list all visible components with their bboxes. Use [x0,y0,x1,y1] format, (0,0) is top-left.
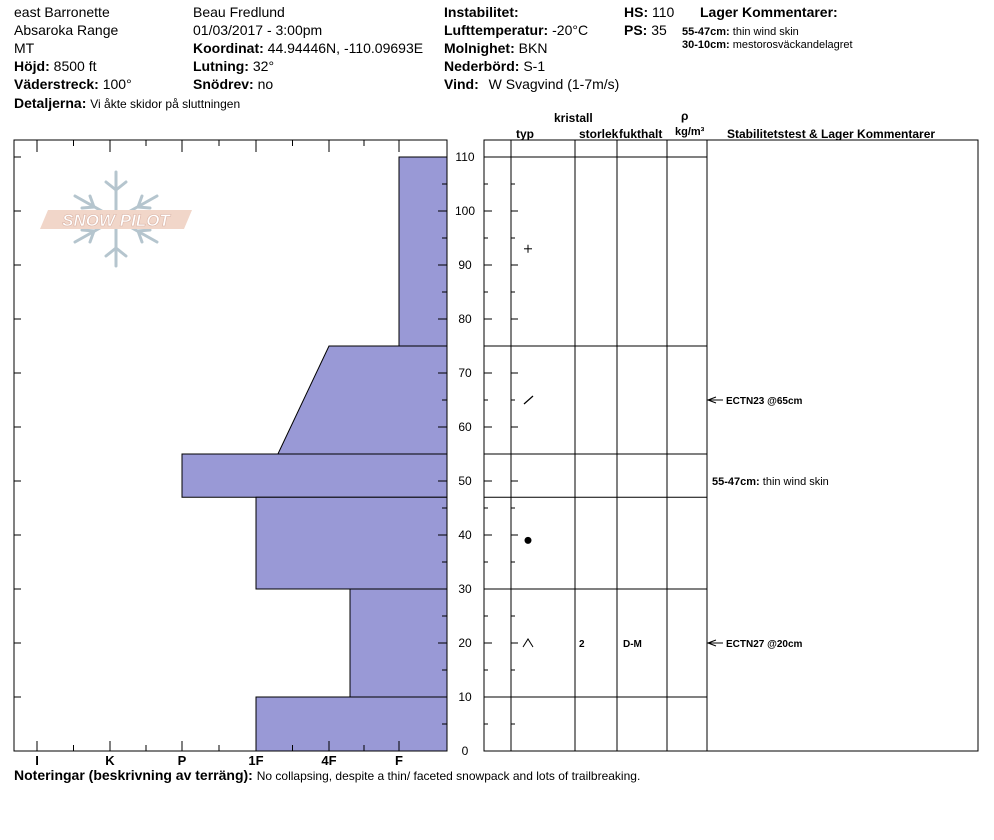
stability-comment-2 [712,476,829,488]
snowpilot-logo [40,172,192,266]
location: east Barronette [14,4,110,20]
instability-label: Instabilitet: [444,4,519,20]
hardness-segment-1 [399,157,447,346]
coord-label: Koordinat: [193,40,264,56]
logo-text: SNOW PILOT [62,211,170,230]
slope-label: Lutning: [193,58,249,74]
snowfall-value: no [257,76,274,92]
coord-value: 44.94446N, -110.09693E [267,40,424,56]
notes [14,767,640,784]
hardness-profile [182,157,447,751]
grain-caret [523,639,533,647]
depth-label-90: 90 [458,258,472,272]
range: Absaroka Range [14,22,119,38]
depth-label-20: 20 [458,636,472,650]
ps-label: PS: [624,22,648,38]
depth-label-0: 0 [461,744,469,758]
hardness-segment-5 [350,589,447,697]
grain-symbol-3 [525,537,532,544]
moisture-4: D-M [623,639,642,650]
stability-header: Stabilitetstest & Lager Kommentarer [727,127,936,141]
layer-table-frame [484,140,978,751]
hardness-segment-4 [256,497,447,589]
hs-value: 110 [652,4,675,20]
grain-symbol-2 [524,396,533,404]
aspect-label: Väderstreck: [14,76,99,92]
air-temp-value: -20°C [552,22,589,38]
notes-label: Noteringar (beskrivning av terräng): [14,767,253,783]
snowfall-label: Snödrev: [193,76,254,92]
stability-label-1: ECTN23 @65cm [726,396,803,407]
depth-label-10: 10 [458,690,472,704]
hs-label: HS: [624,4,649,20]
depth-label-70: 70 [458,366,472,380]
grain-slash [524,396,533,404]
hardness-segment-3 [182,454,447,497]
depth-label-50: 50 [458,474,472,488]
hardness-segment-2 [278,346,447,454]
wind-value: W Svagvind (1-7m/s) [488,76,620,92]
stability-comment-range: 55-47cm: [712,476,763,488]
hardness-label-F: F [395,753,403,768]
details-value: Vi åkte skidor på sluttningen [90,97,241,111]
layer-comment-2-range: 30-10cm: [682,39,730,51]
hardness-label-P: P [177,753,187,768]
depth-label-100: 100 [454,204,476,218]
size-header: storlek [579,127,619,141]
slope-value: 32° [252,58,275,74]
precip-label: Nederbörd: [444,58,520,74]
datetime: 01/03/2017 - 3:00pm [193,22,323,38]
layer-table [484,157,829,697]
observer: Beau Fredlund [193,4,285,20]
depth-label-110: 110 [455,150,475,164]
ps-value: 35 [651,22,667,38]
rho-header: ρ [681,109,689,123]
precip-value: S-1 [523,58,546,74]
aspect-value: 100° [102,76,132,92]
grain-symbol-4 [523,639,533,647]
depth-label-40: 40 [458,528,472,542]
depth-label-80: 80 [458,312,472,326]
density-unit-header: kg/m³ [675,126,705,138]
grain-dot [525,537,532,544]
notes-text: No collapsing, despite a thin/ faceted snowpack and lots of trailbreaking. [256,769,641,783]
crystal-header: kristall [554,111,593,125]
depth-label-30: 30 [458,582,472,596]
stability-comment-text: thin wind skin [762,476,829,488]
grain-size-4: 2 [579,639,585,650]
details-label: Detaljerna: [14,95,87,111]
layer-comment-2-text: mestorosväckandelagret [732,39,853,51]
hardness-label-4F: 4F [321,753,337,768]
type-header: typ [516,127,534,141]
moisture-header: fukthalt [619,127,663,141]
elevation-label: Höjd: [14,58,50,74]
sky-label: Molnighet: [444,40,515,56]
air-temp-label: Lufttemperatur: [444,22,549,38]
layer-comments-label: Lager Kommentarer: [700,4,838,20]
hardness-label-I: I [35,753,39,768]
layer-comment-1-text: thin wind skin [732,26,799,38]
depth-label-60: 60 [458,420,472,434]
hardness-label-K: K [105,753,115,768]
stability-label-3: ECTN27 @20cm [726,639,803,650]
hardness-label-1F: 1F [248,753,264,768]
elevation-value: 8500 ft [53,58,97,74]
state: MT [14,40,35,56]
grain-symbol-1 [524,245,532,253]
hardness-segment-6 [256,697,447,751]
sky-value: BKN [518,40,548,56]
layer-comment-1-range: 55-47cm: [682,26,730,38]
wind-label: Vind: [444,76,479,92]
